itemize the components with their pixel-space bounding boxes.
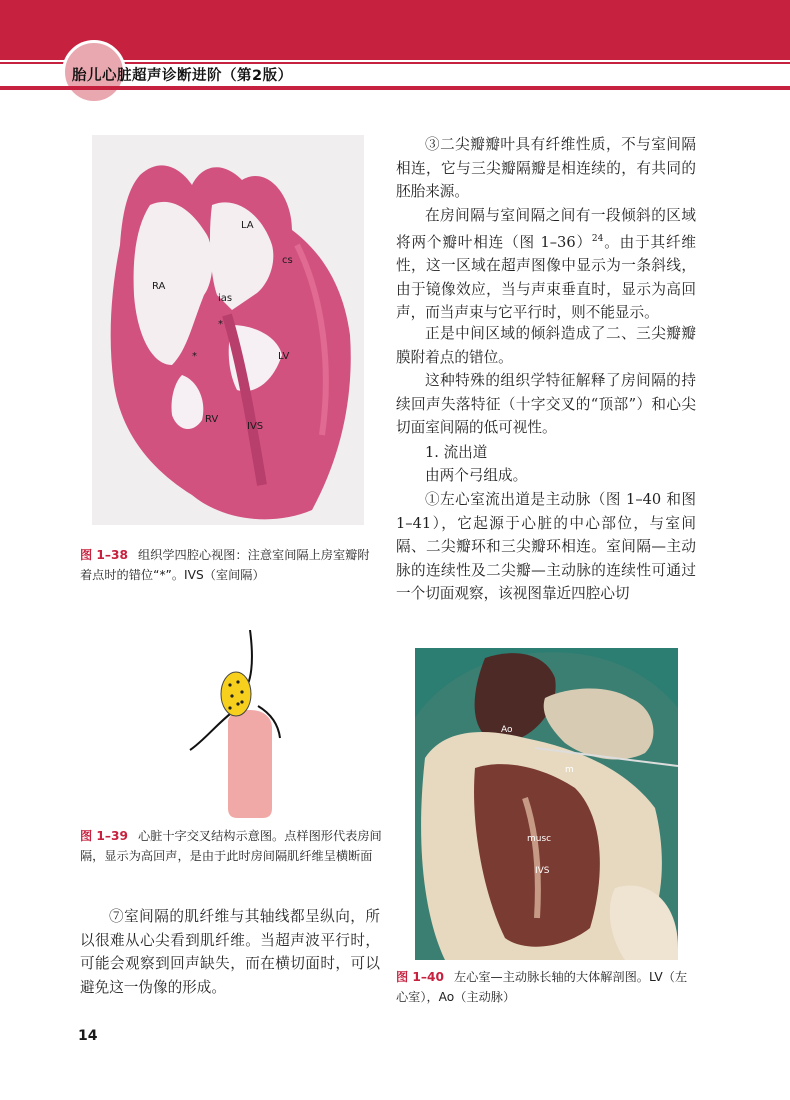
label-m: m [565, 765, 574, 775]
paragraph-oblique-region-a: 在房间隔与室间隔之间有一段倾斜的区域将两个瓣叶相连（图 1–36） [396, 207, 696, 251]
paragraph-3: ③二尖瓣瓣叶具有纤维性质，不与室间隔相连，它与三尖瓣隔瓣是相连续的，有共同的胚胎来源。 [396, 136, 696, 201]
figure-1-40-image [415, 648, 678, 960]
label-ivs-gross: IVS [535, 866, 550, 876]
figure-1-38-image [92, 135, 364, 525]
outflow-heading: 1. 流出道 [425, 444, 488, 461]
label-cs: cs [282, 255, 293, 266]
header-rule-bottom [0, 86, 790, 90]
label-la: LA [241, 220, 254, 231]
figure-1-38-text: 组织学四腔心视图：注意室间隔上房室瓣附着点时的错位“*”。IVS（室间隔） [80, 548, 370, 582]
figure-1-40-number: 图 1–40 [396, 970, 444, 984]
figure-1-39-text: 心脏十字交叉结构示意图。点样图形代表房间隔，显示为高回声，是由于此时房间隔肌纤维呈横断面 [80, 829, 382, 863]
citation-24: 24 [591, 233, 604, 244]
paragraph-7: ⑦室间隔的肌纤维与其轴线都呈纵向，所以很难从心尖看到肌纤维。当超声波平行时，可能会观察到回声缺失，而在横切面时，可以避免这一伪像的形成。 [80, 908, 380, 996]
figure-1-39-number: 图 1–39 [80, 829, 128, 843]
paragraph-oblique-region-b: 。由于其纤维性，这一区域在超声图像中显示为一条斜线，由于镜像效应，当与声束垂直时，显示为高回声，而当声束与它平行时，则不能显示。 [396, 233, 696, 322]
figure-1-40-text: 左心室—主动脉长轴的大体解剖图。LV（左心室），Ao（主动脉） [396, 970, 688, 1004]
label-ivs: IVS [247, 421, 264, 432]
label-star-1: * [218, 319, 223, 330]
label-ias: ias [218, 293, 233, 304]
label-lv: LV [278, 351, 290, 362]
paragraph-1: ①左心室流出道是主动脉（图 1–40 和图 1–41），它起源于心脏的中心部位，与室间隔、二尖瓣环和三尖瓣环相连。室间隔—主动脉的连续性及二尖瓣—主动脉的连续性可通过一个切面观察，该视图靠近四腔心切 [396, 491, 696, 603]
page-number: 14 [78, 1028, 98, 1044]
label-rv: RV [205, 414, 219, 425]
paragraph-offset: 正是中间区域的倾斜造成了二、三尖瓣瓣膜附着点的错位。 [396, 325, 696, 366]
figure-1-39-caption [80, 826, 392, 866]
label-musc: musc [527, 834, 552, 844]
label-ao: Ao [501, 725, 513, 735]
figure-1-40-caption [396, 967, 696, 1007]
figure-1-38-number: 图 1–38 [80, 548, 128, 562]
label-star-2: * [192, 351, 197, 362]
paragraph-oblique-region [396, 204, 696, 325]
paragraph-histology: 这种特殊的组织学特征解释了房间隔的持续回声失落特征（十字交叉的“顶部”）和心尖切面室间隔的低可视性。 [396, 372, 696, 437]
book-title: 胎儿心脏超声诊断进阶（第2版） [72, 68, 293, 84]
figure-1-39-image [180, 630, 320, 820]
outflow-intro: 由两个弓组成。 [425, 467, 528, 484]
figure-1-38-caption [80, 545, 380, 585]
label-ra: RA [152, 281, 166, 292]
